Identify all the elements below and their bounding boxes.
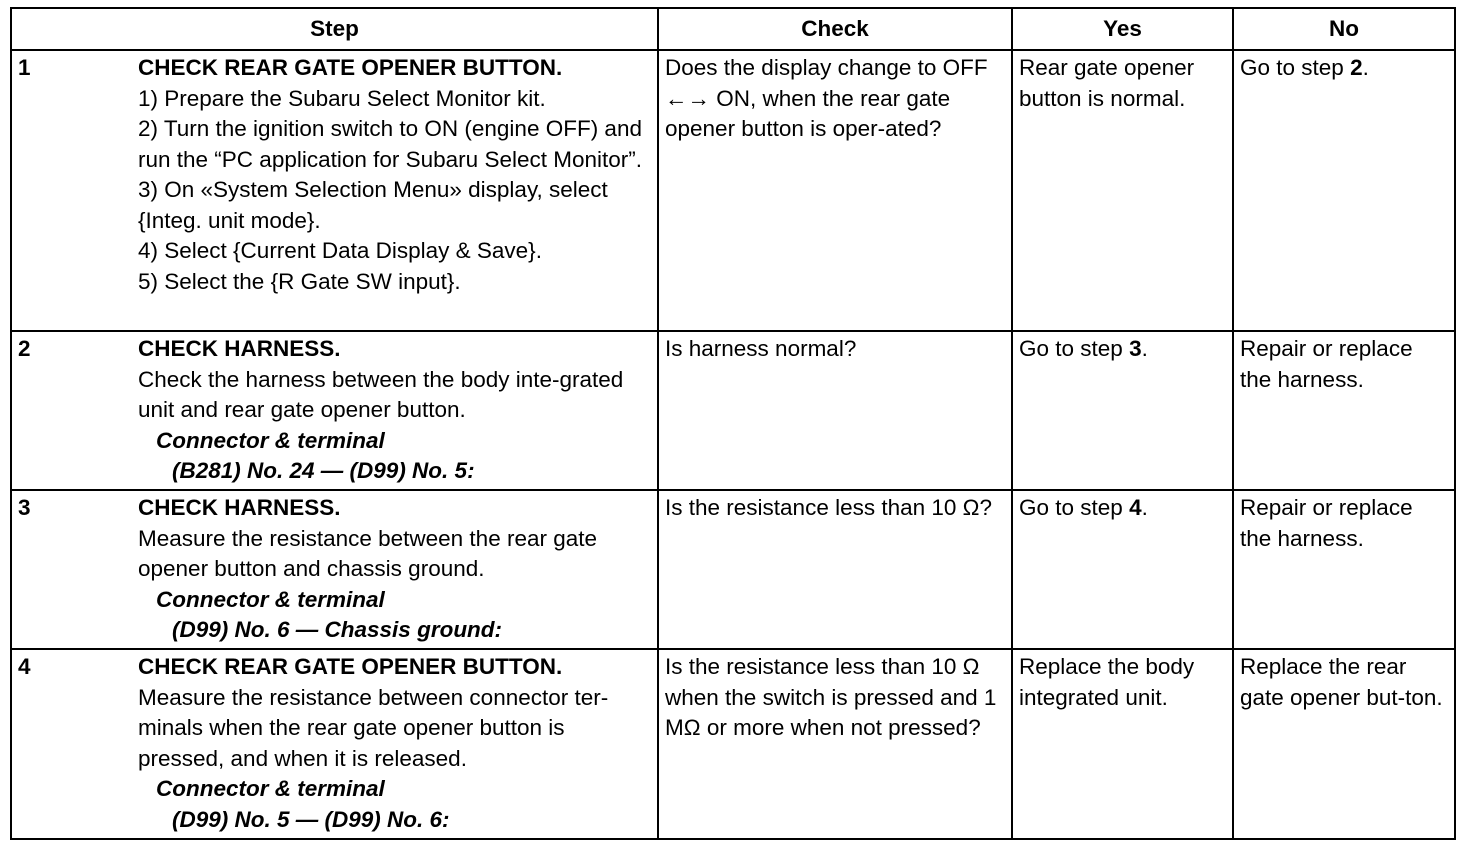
step-cell	[11, 490, 658, 649]
header-check: Check	[658, 8, 1012, 50]
check-cell: Does the display change to OFF ←→ ON, when the rear gate opener button is oper-ated?	[658, 50, 1012, 331]
step-instruction: 2) Turn the ignition switch to ON (engine OFF) and run the “PC application for Subaru Select Monitor”.	[138, 116, 642, 172]
step-instruction: 1) Prepare the Subaru Select Monitor kit.	[138, 85, 546, 111]
no-text: Go to step	[1240, 55, 1351, 80]
step-number: 3	[18, 495, 31, 520]
step-title: CHECK REAR GATE OPENER BUTTON.	[138, 55, 563, 80]
step-cell	[11, 50, 658, 331]
yes-suffix: .	[1141, 495, 1148, 520]
step-instruction: 5) Select the {R Gate SW input}.	[138, 268, 461, 294]
table-row	[11, 50, 1455, 331]
diagnostic-procedure-table	[10, 7, 1456, 840]
table-row	[11, 331, 1455, 490]
yes-suffix: .	[1141, 336, 1148, 361]
check-cell: Is the resistance less than 10 Ω when the switch is pressed and 1 MΩ or more when not pressed?	[658, 649, 1012, 839]
yes-cell: Rear gate opener button is normal.	[1012, 50, 1233, 331]
step-title: CHECK REAR GATE OPENER BUTTON.	[138, 654, 563, 679]
step-instruction: Check the harness between the body inte-grated unit and rear gate opener button.	[138, 366, 624, 422]
header-no: No	[1233, 8, 1455, 50]
step-instruction: Measure the resistance between connector ter-minals when the rear gate opener button is pressed, and when it is released.	[138, 684, 609, 771]
step-title: CHECK HARNESS.	[138, 495, 341, 520]
table-row	[11, 649, 1455, 839]
step-cell	[11, 331, 658, 490]
yes-cell	[1012, 490, 1233, 649]
table-header-row	[11, 8, 1455, 50]
step-instruction: 4) Select {Current Data Display & Save}.	[138, 238, 542, 263]
step-number: 2	[18, 336, 31, 361]
table-row	[11, 490, 1455, 649]
step-number: 4	[18, 654, 31, 679]
connector-spec: (D99) No. 5 — (D99) No. 6:	[172, 806, 450, 832]
yes-step-ref: 4	[1129, 495, 1142, 520]
no-cell: Replace the rear gate opener but-ton.	[1233, 649, 1455, 839]
connector-spec: (D99) No. 6 — Chassis ground:	[172, 617, 503, 642]
header-yes: Yes	[1012, 8, 1233, 50]
step-number: 1	[18, 55, 31, 80]
check-cell: Is the resistance less than 10 Ω?	[658, 490, 1012, 649]
header-step: Step	[11, 8, 658, 50]
yes-cell	[1012, 331, 1233, 490]
yes-step-ref: 3	[1129, 336, 1142, 361]
connector-label: Connector & terminal	[156, 586, 385, 612]
no-step-ref: 2	[1350, 55, 1363, 80]
step-title: CHECK HARNESS.	[138, 336, 341, 361]
no-suffix: .	[1362, 55, 1369, 80]
no-cell	[1233, 50, 1455, 331]
check-cell: Is harness normal?	[658, 331, 1012, 490]
step-instruction: Measure the resistance between the rear gate opener button and chassis ground.	[138, 525, 598, 581]
yes-cell: Replace the body integrated unit.	[1012, 649, 1233, 839]
no-cell: Repair or replace the harness.	[1233, 490, 1455, 649]
diagnostic-procedure-table-container	[10, 7, 1454, 840]
connector-label: Connector & terminal	[156, 427, 385, 453]
step-instruction: 3) On «System Selection Menu» display, select {Integ. unit mode}.	[138, 177, 608, 233]
yes-text: Go to step	[1019, 495, 1130, 520]
connector-spec: (B281) No. 24 — (D99) No. 5:	[172, 458, 475, 483]
no-cell: Repair or replace the harness.	[1233, 331, 1455, 490]
step-cell	[11, 649, 658, 839]
yes-text: Go to step	[1019, 336, 1130, 361]
connector-label: Connector & terminal	[156, 776, 385, 801]
